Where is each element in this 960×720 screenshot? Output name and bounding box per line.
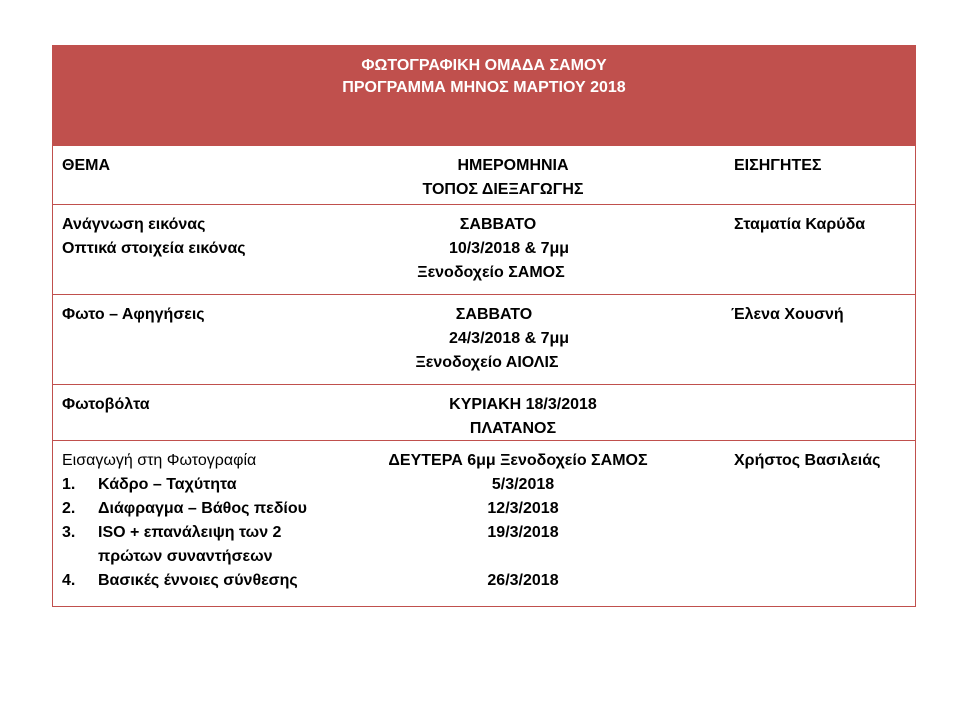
speaker-cell: Χρήστος Βασιλειάς [734,452,881,469]
topic-title: Εισαγωγή στη Φωτογραφία [62,452,257,469]
column-header-row [53,145,915,204]
date-cell [363,303,663,375]
date-line: 10/3/2018 & 7μμ [448,240,570,257]
date-line: 12/3/2018 [487,500,559,517]
list-item: 4. Βασικές έννοιες σύνθεσης [62,572,298,589]
date-line: ΣΑΒΒΑΤΟ [459,216,537,233]
list-item: 2. Διάφραγμα – Βάθος πεδίου [62,500,307,517]
date-line: ΚΥΡΙΑΚΗ 18/3/2018 [449,396,597,413]
col-date [363,154,663,202]
speaker-cell: Έλενα Χουσνή [731,306,844,323]
header-subtitle: ΠΡΟΓΡΑΜΜΑ ΜΗΝΟΣ ΜΑΡΤΙΟΥ 2018 [342,79,626,96]
col-topic: ΘΕΜΑ [62,157,110,174]
date-line: ΣΑΒΒΑΤΟ [455,306,533,323]
topic-cell [62,213,246,261]
topic-line: Φωτο – Αφηγήσεις [62,306,205,323]
list-item: 3. ISO + επανάλειψη των 2 πρώτων συναντήσεων [62,524,282,565]
venue-line: ΠΛΑΤΑΝΟΣ [469,420,557,437]
date-line: 24/3/2018 & 7μμ [448,330,570,347]
schedule-table [52,45,916,607]
col-date-label: ΗΜΕΡΟΜΗΝΙΑ [457,157,569,174]
date-cell [363,393,663,441]
topic-cell [62,449,307,593]
date-line: 5/3/2018 [491,476,555,493]
topic-line: Ανάγνωση εικόνας [62,216,206,233]
table-row [53,440,915,606]
date-cell [363,449,663,593]
table-row [53,384,915,440]
date-line: 26/3/2018 [487,572,559,589]
date-title: ΔΕΥΤΕΡΑ 6μμ Ξενοδοχείο ΣΑΜΟΣ [388,452,648,469]
topic-cell [62,303,205,327]
col-speakers: ΕΙΣΗΓΗΤΕΣ [734,157,822,174]
topic-line: Φωτοβόλτα [62,396,150,413]
table-row [53,294,915,384]
header-title: ΦΩΤΟΓΡΑΦΙΚΗ ΟΜΑΔΑ ΣΑΜΟΥ [361,57,607,74]
topic-list [62,473,307,593]
venue-line: Ξενοδοχείο ΣΑΜΟΣ [417,264,565,281]
topic-line: Οπτικά στοιχεία εικόνας [62,240,246,257]
list-item: 1. Κάδρο – Ταχύτητα [62,476,237,493]
table-row [53,204,915,294]
date-cell [363,213,663,285]
table-header [53,46,915,145]
venue-line: Ξενοδοχείο ΑΙΟΛΙΣ [415,354,559,371]
speaker-cell: Σταματία Καρύδα [734,216,866,233]
date-line: 19/3/2018 [487,524,559,541]
topic-cell [62,393,150,417]
col-venue-label: ΤΟΠΟΣ ΔΙΕΞΑΓΩΓΗΣ [422,181,584,198]
